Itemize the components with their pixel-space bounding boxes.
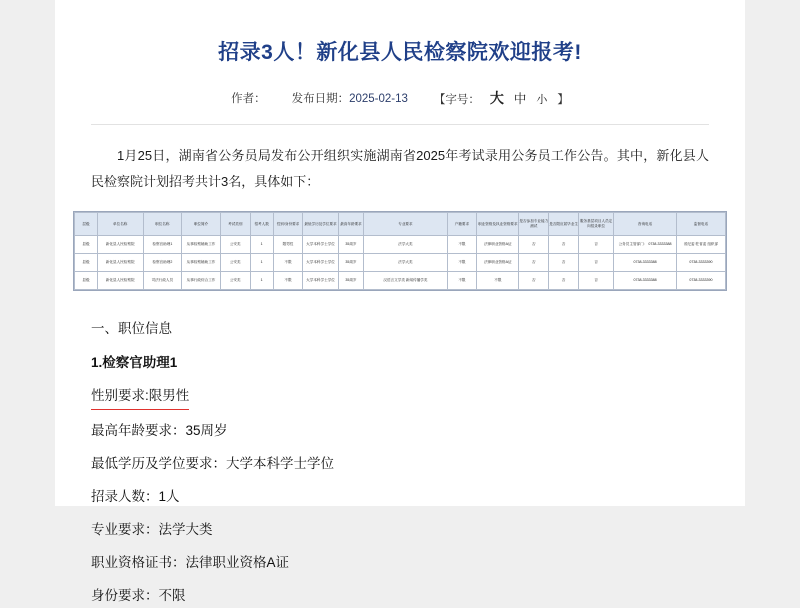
field-line: 最低学历及学位要求：大学本科学士学位 — [91, 456, 334, 471]
table-col-header: 职位简介 — [182, 213, 221, 236]
author-meta — [231, 90, 266, 106]
table-cell: 法学大类 — [364, 236, 447, 254]
recruitment-table — [74, 212, 726, 290]
table-cell: 公安类 — [220, 254, 250, 272]
table-cell: 汉语言文学类 新闻传播学类 — [364, 272, 447, 290]
table-row — [75, 236, 726, 254]
table-row — [75, 254, 726, 272]
lead-paragraph-text: 1月25日，湖南省公务员局发布公开组织实施湖南省2025年考试录用公务员工作公告。其中，新化县人民检察院计划招考共计3名，具体如下： — [91, 148, 709, 189]
field-line: 职业资格证书：法律职业资格A证 — [91, 555, 290, 570]
table-cell: 35周岁 — [338, 254, 364, 272]
table-cell: 县级 — [75, 254, 98, 272]
table-cell: 否 — [578, 272, 613, 290]
section-subheading: 1.检察官助理1 — [91, 355, 178, 370]
table-cell: 检察官助理2 — [143, 254, 182, 272]
field-line: 招录人数：1人 — [91, 489, 180, 504]
table-col-header: 咨询电话 — [614, 213, 677, 236]
table-col-header: 层级 — [75, 213, 98, 236]
table-cell: 1 — [250, 236, 273, 254]
table-col-header: 职位名称 — [143, 213, 182, 236]
table-cell: 从事行政综合工作 — [182, 272, 221, 290]
table-cell: 司法行政人员 — [143, 272, 182, 290]
table-cell: 大学本科学士学位 — [303, 254, 338, 272]
table-col-header: 是否参加专业能力测试 — [519, 213, 549, 236]
fontsize-label: 【字号： — [433, 94, 480, 106]
table-cell: 否 — [549, 236, 579, 254]
lead-paragraph — [91, 143, 709, 195]
table-row — [75, 272, 726, 290]
table-cell: 不限 — [273, 254, 303, 272]
table-col-header: 最低学历及学位要求 — [303, 213, 338, 236]
table-col-header: 监督电话 — [676, 213, 725, 236]
table-cell: 不限 — [447, 254, 477, 272]
meta-divider — [91, 124, 709, 125]
table-cell: 35周岁 — [338, 236, 364, 254]
article-sections — [55, 317, 745, 608]
table-cell: 公安类 — [220, 236, 250, 254]
table-cell: 新化县人民检察院 — [97, 272, 143, 290]
table-col-header: 最高年龄要求 — [338, 213, 364, 236]
fontsize-controls — [434, 88, 569, 108]
page-title: 招录3人！新化县人民检察院欢迎报考! — [218, 41, 582, 64]
table-cell: 省纪委 驻省委 组织部 — [676, 236, 725, 254]
table-cell: 不限 — [477, 272, 519, 290]
highlighted-requirement: 性别要求:限男性 — [91, 383, 189, 410]
table-cell: 不限 — [447, 272, 477, 290]
field-line: 专业要求：法学大类 — [91, 522, 213, 537]
table-cell: 35周岁 — [338, 272, 364, 290]
fontsize-small-button[interactable]: 小 — [536, 94, 548, 106]
recruitment-table-body — [75, 236, 726, 290]
table-col-header: 户籍要求 — [447, 213, 477, 236]
table-header-row — [75, 213, 726, 236]
table-cell: 否 — [549, 272, 579, 290]
table-col-header: 性别/身份要求 — [273, 213, 303, 236]
table-cell: 新化县人民检察院 — [97, 236, 143, 254]
table-cell: 大学本科学士学位 — [303, 272, 338, 290]
table-col-header: 服务基层项目人员定向招录职位 — [578, 213, 613, 236]
table-col-header: 是否限应届毕业生 — [549, 213, 579, 236]
article-sheet — [55, 0, 745, 603]
table-cell: 县级 — [75, 236, 98, 254]
date-value: 2025-02-13 — [349, 93, 408, 105]
fontsize-suffix: 】 — [557, 94, 569, 106]
date-label: 发布日期： — [291, 93, 350, 105]
table-col-header: 考试类别 — [220, 213, 250, 236]
table-cell: 不限 — [273, 272, 303, 290]
table-cell: 县级 — [75, 272, 98, 290]
table-cell: 从事检察辅助工作 — [182, 236, 221, 254]
table-cell: 0738-3333388 — [614, 272, 677, 290]
field-line: 身份要求：不限 — [91, 588, 186, 603]
table-col-header: 专业要求 — [364, 213, 447, 236]
table-cell: 1 — [250, 254, 273, 272]
author-label: 作者： — [231, 93, 266, 105]
table-cell: 否 — [549, 254, 579, 272]
table-cell: 不限 — [447, 236, 477, 254]
table-cell: 法律职业资格A证 — [477, 236, 519, 254]
table-cell: 否 — [519, 236, 549, 254]
recruitment-table-wrapper — [73, 211, 727, 291]
table-cell: 公安类 — [220, 272, 250, 290]
field-line: 最高年龄要求：35周岁 — [91, 423, 228, 438]
section-heading: 一、职位信息 — [91, 321, 172, 336]
recruitment-table-head — [75, 213, 726, 236]
fontsize-medium-button[interactable]: 中 — [513, 92, 527, 106]
table-cell: 0738-3333390 — [676, 272, 725, 290]
table-cell: 公务员主管部门： 0738-3333388 — [614, 236, 677, 254]
table-cell: 限男性 — [273, 236, 303, 254]
table-col-header: 单位名称 — [97, 213, 143, 236]
table-cell: 否 — [519, 272, 549, 290]
table-cell: 法律职业资格A证 — [477, 254, 519, 272]
fontsize-large-button[interactable]: 大 — [489, 90, 504, 106]
table-col-header: 职业资格及执业资格要求 — [477, 213, 519, 236]
date-meta — [292, 90, 408, 106]
article-meta-bar — [55, 88, 745, 108]
table-cell: 1 — [250, 272, 273, 290]
table-cell: 检察官助理1 — [143, 236, 182, 254]
table-cell: 大学本科学士学位 — [303, 236, 338, 254]
field-line — [91, 383, 709, 410]
table-cell: 否 — [578, 254, 613, 272]
table-cell: 法学大类 — [364, 254, 447, 272]
table-cell: 0738-3333388 — [614, 254, 677, 272]
table-cell: 新化县人民检察院 — [97, 254, 143, 272]
table-col-header: 招考人数 — [250, 213, 273, 236]
table-cell: 0738-3333390 — [676, 254, 725, 272]
table-cell: 从事检察辅助工作 — [182, 254, 221, 272]
table-cell: 否 — [519, 254, 549, 272]
table-cell: 否 — [578, 236, 613, 254]
